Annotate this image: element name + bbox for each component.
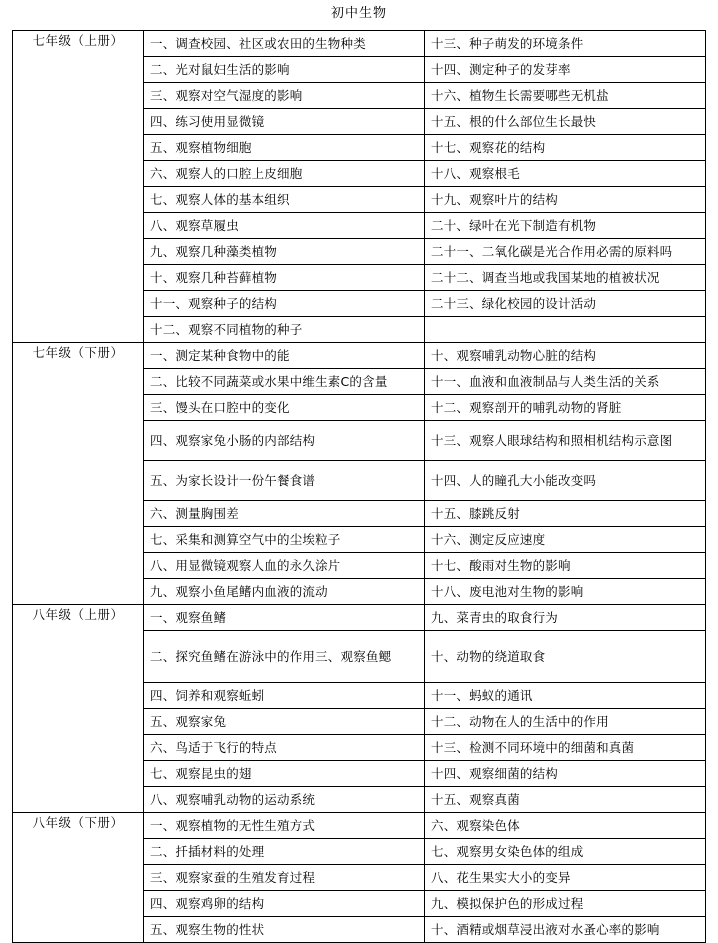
list-item: 二十、绿叶在光下制造有机物 bbox=[425, 213, 705, 239]
list-item: 六、观察染色体 bbox=[425, 813, 705, 839]
list-item: 十九、观察叶片的结构 bbox=[425, 187, 705, 213]
list-item-spacer bbox=[425, 317, 705, 342]
list-item: 五、观察生物的性状 bbox=[150, 922, 265, 937]
grade-label-grade8-vol1: 八年级（上册） bbox=[13, 605, 144, 813]
page-title: 初中生物 bbox=[330, 6, 387, 21]
list-item: 十二、动物在人的生活中的作用 bbox=[425, 709, 705, 735]
list-item: 十一、观察种子的结构 bbox=[144, 291, 424, 317]
list-item: 十三、检测不同环境中的细菌和真菌 bbox=[425, 735, 705, 761]
list-item: 七、观察男女染色体的组成 bbox=[425, 839, 705, 865]
list-item: 十一、血液和血液制品与人类生活的关系 bbox=[425, 369, 705, 395]
list-item: 一、调查校园、社区或农田的生物种类 bbox=[144, 31, 424, 57]
experiment-list-right-grade7-vol2 bbox=[425, 343, 706, 605]
list-item: 十五、根的什么部位生长最快 bbox=[425, 109, 705, 135]
list-item: 一、观察鱼鳍 bbox=[144, 605, 424, 631]
list-item: 十七、酸雨对生物的影响 bbox=[425, 553, 705, 579]
list-item: 二十二、调查当地或我国某地的植被状况 bbox=[425, 265, 705, 291]
list-item: 三、观察对空气湿度的影响 bbox=[144, 83, 424, 109]
list-item: 十六、植物生长需要哪些无机盐 bbox=[425, 83, 705, 109]
list-item: 一、观察植物的无性生殖方式 bbox=[144, 813, 424, 839]
list-item: 十五、膝跳反射 bbox=[425, 501, 705, 527]
list-item: 二十一、二氧化碳是光合作用必需的原料吗 bbox=[425, 239, 705, 265]
list-item: 八、观察哺乳动物的运动系统 bbox=[150, 792, 316, 807]
list-item: 九、模拟保护色的形成过程 bbox=[425, 891, 705, 917]
list-item: 二、比较不同蔬菜或水果中维生素C的含量 bbox=[144, 369, 424, 395]
list-item: 二、扦插材料的处理 bbox=[144, 839, 424, 865]
list-item: 一、测定某种食物中的能 bbox=[144, 343, 424, 369]
experiment-list-right-grade7-vol1 bbox=[425, 31, 706, 343]
list-item: 九、观察小鱼尾鳍内血液的流动 bbox=[150, 584, 328, 599]
list-item: 九、观察几种藻类植物 bbox=[144, 239, 424, 265]
list-item: 十、酒精或烟草浸出液对水蚤心率的影响 bbox=[431, 922, 660, 937]
list-item: 八、花生果实大小的变异 bbox=[425, 865, 705, 891]
list-item: 十二、观察不同植物的种子 bbox=[150, 322, 303, 337]
table-row bbox=[13, 343, 706, 605]
table-row bbox=[13, 605, 706, 813]
experiment-table bbox=[12, 30, 706, 943]
list-item: 六、测量胸围差 bbox=[144, 501, 424, 527]
list-item: 五、为家长设计一份午餐食谱 bbox=[144, 461, 424, 501]
list-item: 八、观察草履虫 bbox=[144, 213, 424, 239]
list-item: 八、用显微镜观察人血的永久涂片 bbox=[144, 553, 424, 579]
grade-label-grade7-vol2: 七年级（下册） bbox=[13, 343, 144, 605]
list-item: 七、采集和测算空气中的尘埃粒子 bbox=[144, 527, 424, 553]
table-row bbox=[13, 813, 706, 943]
list-item: 四、练习使用显微镜 bbox=[144, 109, 424, 135]
list-item: 二、探究鱼鳍在游泳中的作用三、观察鱼鳃 bbox=[144, 631, 424, 683]
list-item: 十三、观察人眼球结构和照相机结构示意图 bbox=[425, 421, 705, 461]
table-row bbox=[13, 31, 706, 343]
list-item: 三、馒头在口腔中的变化 bbox=[144, 395, 424, 421]
grade-label-grade8-vol2: 八年级（下册） bbox=[13, 813, 144, 943]
list-item: 十六、测定反应速度 bbox=[425, 527, 705, 553]
experiment-list-right-grade8-vol2 bbox=[425, 813, 706, 943]
list-item: 二、光对鼠妇生活的影响 bbox=[144, 57, 424, 83]
list-item: 十一、蚂蚁的通讯 bbox=[425, 683, 705, 709]
experiment-list-left-grade8-vol1 bbox=[144, 605, 425, 813]
list-item: 五、观察家兔 bbox=[144, 709, 424, 735]
list-item: 十、动物的绕道取食 bbox=[425, 631, 705, 683]
experiment-list-left-grade7-vol1 bbox=[144, 31, 425, 343]
list-item: 十七、观察花的结构 bbox=[425, 135, 705, 161]
list-item: 七、观察昆虫的翅 bbox=[144, 761, 424, 787]
list-item: 七、观察人体的基本组织 bbox=[144, 187, 424, 213]
list-item: 四、观察家兔小肠的内部结构 bbox=[144, 421, 424, 461]
list-item: 十二、观察剖开的哺乳动物的肾脏 bbox=[425, 395, 705, 421]
grade-label-grade7-vol1: 七年级（上册） bbox=[13, 31, 144, 343]
list-item: 五、观察植物细胞 bbox=[144, 135, 424, 161]
list-item: 二十三、绿化校园的设计活动 bbox=[425, 291, 705, 317]
list-item: 十、观察哺乳动物心脏的结构 bbox=[425, 343, 705, 369]
list-item: 十五、观察真菌 bbox=[431, 792, 520, 807]
list-item: 三、观察家蚕的生殖发育过程 bbox=[144, 865, 424, 891]
list-item: 九、菜青虫的取食行为 bbox=[425, 605, 705, 631]
list-item: 十四、人的瞳孔大小能改变吗 bbox=[425, 461, 705, 501]
list-item: 四、饲养和观察蚯蚓 bbox=[144, 683, 424, 709]
list-item: 十、观察几种苔藓植物 bbox=[144, 265, 424, 291]
list-item: 十四、观察细菌的结构 bbox=[425, 761, 705, 787]
list-item: 十八、废电池对生物的影响 bbox=[431, 584, 584, 599]
experiment-list-left-grade7-vol2 bbox=[144, 343, 425, 605]
list-item: 十八、观察根毛 bbox=[425, 161, 705, 187]
experiment-list-right-grade8-vol1 bbox=[425, 605, 706, 813]
list-item: 十三、种子萌发的环境条件 bbox=[425, 31, 705, 57]
experiment-list-left-grade8-vol2 bbox=[144, 813, 425, 943]
list-item: 十四、测定种子的发芽率 bbox=[425, 57, 705, 83]
list-item: 四、观察鸡卵的结构 bbox=[144, 891, 424, 917]
list-item: 六、观察人的口腔上皮细胞 bbox=[144, 161, 424, 187]
list-item: 六、鸟适于飞行的特点 bbox=[144, 735, 424, 761]
